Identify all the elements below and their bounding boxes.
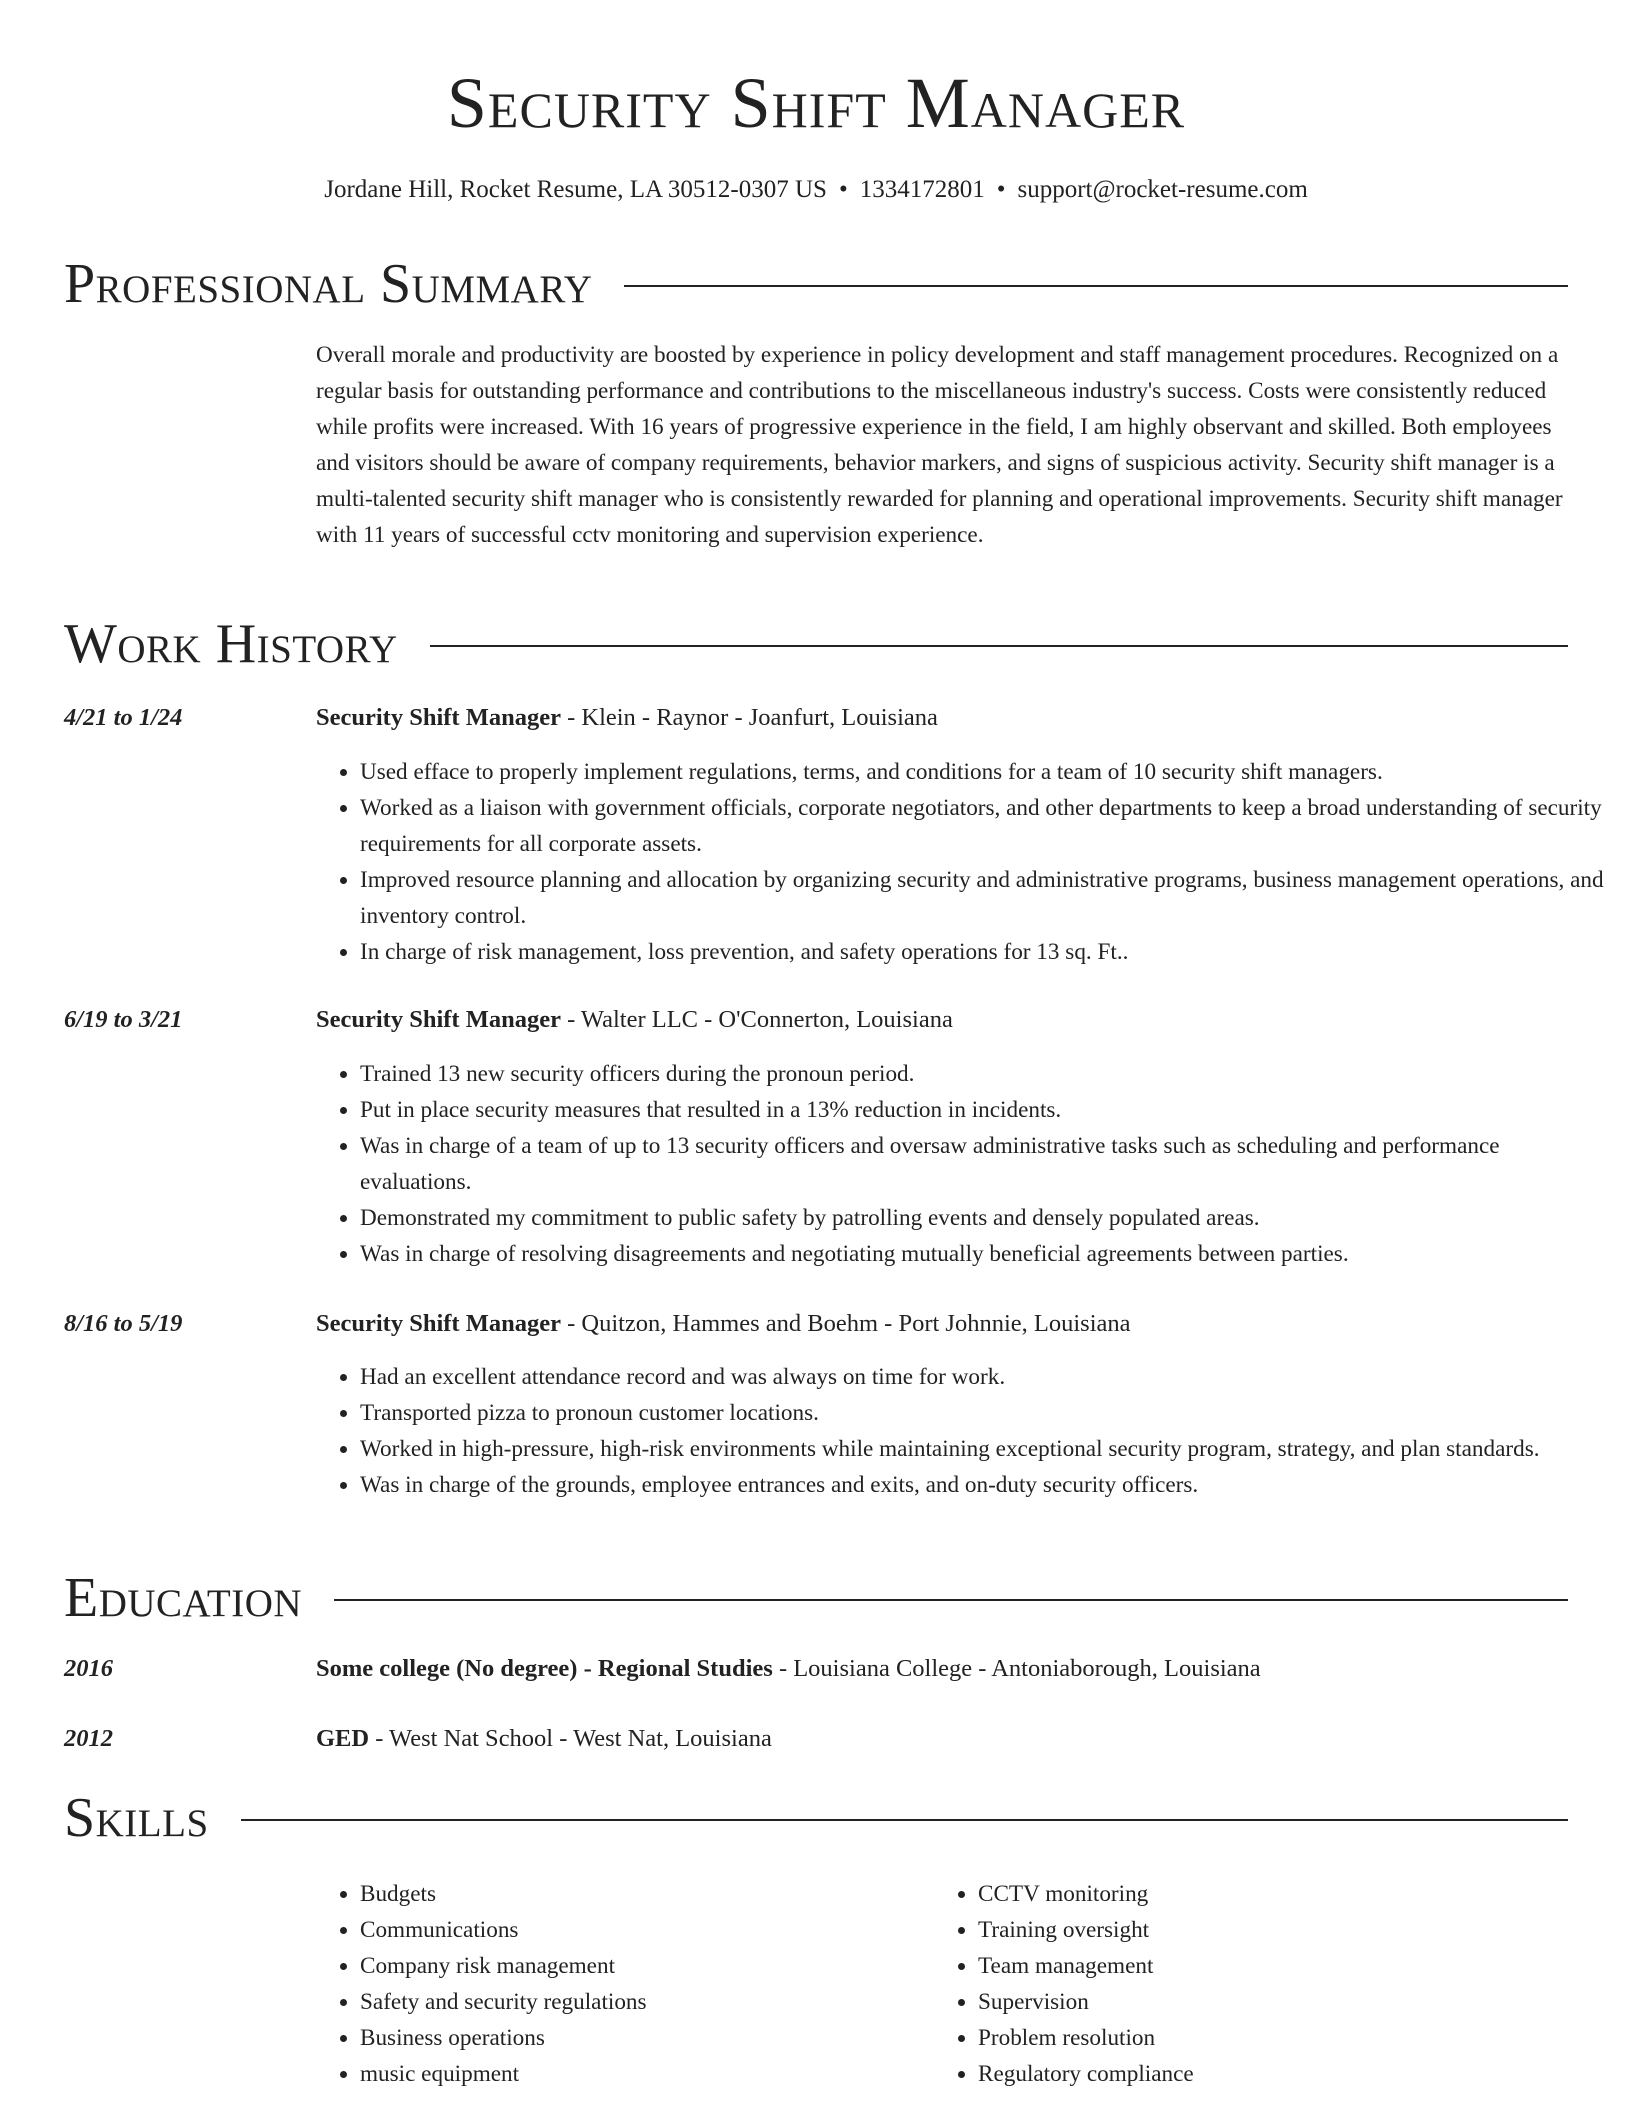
job-title: Security Shift Manager bbox=[316, 704, 561, 731]
section-header-work bbox=[64, 612, 1568, 676]
list-item: • Had an excellent attendance record and was always on time for work. bbox=[360, 1359, 1612, 1395]
list-item: • Demonstrated my commitment to public safety by patrolling events and densely populated areas. bbox=[360, 1200, 1612, 1236]
section-header-skills bbox=[64, 1786, 1568, 1850]
section-header-summary bbox=[64, 252, 1568, 316]
education-year: 2012 bbox=[64, 1725, 113, 1752]
work-dates: 8/16 to 5/19 bbox=[64, 1310, 183, 1337]
contact-address: Jordane Hill, Rocket Resume, LA 30512-0307 US bbox=[324, 176, 827, 203]
work-heading bbox=[316, 1306, 1568, 1342]
skill-item: • Budgets bbox=[360, 1876, 934, 1912]
list-item: • Was in charge of a team of up to 13 security officers and oversaw administrative tasks such as scheduling and performance evaluations. bbox=[360, 1128, 1612, 1200]
contact-line bbox=[0, 174, 1632, 206]
work-bullets bbox=[316, 754, 1612, 970]
degree: Some college (No degree) - Regional Studies bbox=[316, 1655, 773, 1682]
contact-email: support@rocket-resume.com bbox=[1017, 176, 1308, 203]
work-dates: 6/19 to 3/21 bbox=[64, 1006, 183, 1033]
list-item: • Trained 13 new security officers during the pronoun period. bbox=[360, 1056, 1612, 1092]
list-item: • Was in charge of resolving disagreements and negotiating mutually beneficial agreements between parties. bbox=[360, 1236, 1612, 1272]
job-title: Security Shift Manager bbox=[316, 1006, 561, 1033]
education-heading bbox=[316, 1721, 1568, 1757]
degree: GED bbox=[316, 1725, 370, 1752]
work-dates: 4/21 to 1/24 bbox=[64, 704, 183, 731]
section-title-skills: Skills bbox=[64, 1787, 209, 1849]
section-title-education: Education bbox=[64, 1567, 303, 1629]
job-title: Security Shift Manager bbox=[316, 1310, 561, 1337]
section-divider bbox=[430, 645, 1568, 647]
employer-location: - Klein - Raynor - Joanfurt, Louisiana bbox=[560, 704, 938, 731]
school-location: - West Nat School - West Nat, Louisiana bbox=[369, 1725, 772, 1752]
skill-item: • Problem resolution bbox=[978, 2020, 1552, 2056]
list-item: • Transported pizza to pronoun customer locations. bbox=[360, 1395, 1612, 1431]
skill-item: • music equipment bbox=[360, 2056, 934, 2092]
skill-item: • Supervision bbox=[978, 1984, 1552, 2020]
skills-list bbox=[316, 1876, 1568, 2092]
work-bullets bbox=[316, 1359, 1612, 1503]
work-heading bbox=[316, 1002, 1568, 1038]
education-heading bbox=[316, 1651, 1568, 1687]
skill-item: • Training oversight bbox=[978, 1912, 1552, 1948]
resume-title: Security Shift Manager bbox=[446, 63, 1186, 143]
list-item: • Put in place security measures that resulted in a 13% reduction in incidents. bbox=[360, 1092, 1612, 1128]
skill-item: • Regulatory compliance bbox=[978, 2056, 1552, 2092]
contact-separator: • bbox=[996, 176, 1006, 203]
skill-item: • Safety and security regulations bbox=[360, 1984, 934, 2020]
section-divider bbox=[334, 1599, 1568, 1601]
list-item: • In charge of risk management, loss prevention, and safety operations for 13 sq. Ft.. bbox=[360, 934, 1612, 970]
contact-phone: 1334172801 bbox=[859, 176, 985, 203]
section-title-summary: Professional Summary bbox=[64, 253, 593, 315]
skills-column-right bbox=[934, 1876, 1552, 2092]
summary-text: Overall morale and productivity are boosted by experience in policy development and staff management procedures. Recognized on a regular basis for outstanding performance and contributions to the miscellaneous industry's success. Costs were consistently reduced while profits were increased. With 16 years of progressive experience in the field, I am highly observant and skilled. Both employees and visitors should be aware of company requirements, behavior markers, and signs of suspicious activity. Security shift manager is a multi-talented security shift manager who is consistently rewarded for planning and operational improvements. Security shift manager with 11 years of successful cctv monitoring and supervision experience. bbox=[316, 342, 1563, 548]
education-year: 2016 bbox=[64, 1655, 113, 1682]
work-bullets bbox=[316, 1056, 1612, 1272]
skill-item: • Company risk management bbox=[360, 1948, 934, 1984]
skill-item: • Team management bbox=[978, 1948, 1552, 1984]
contact-separator: • bbox=[838, 176, 848, 203]
employer-location: - Quitzon, Hammes and Boehm - Port Johnnie, Louisiana bbox=[560, 1310, 1131, 1337]
section-divider bbox=[624, 285, 1568, 287]
skill-item: • Communications bbox=[360, 1912, 934, 1948]
employer-location: - Walter LLC - O'Connerton, Louisiana bbox=[560, 1006, 953, 1033]
section-divider bbox=[241, 1819, 1568, 1821]
work-heading bbox=[316, 700, 1568, 736]
list-item: • Worked as a liaison with government officials, corporate negotiators, and other departments to keep a broad understanding of security requirements for all corporate assets. bbox=[360, 790, 1612, 862]
list-item: • Used efface to properly implement regulations, terms, and conditions for a team of 10 security shift managers. bbox=[360, 754, 1612, 790]
list-item: • Worked in high-pressure, high-risk environments while maintaining exceptional security program, strategy, and plan standards. bbox=[360, 1431, 1612, 1467]
section-header-education bbox=[64, 1566, 1568, 1630]
school-location: - Louisiana College - Antoniaborough, Louisiana bbox=[772, 1655, 1261, 1682]
list-item: • Improved resource planning and allocation by organizing security and administrative programs, business management operations, and inventory control. bbox=[360, 862, 1612, 934]
section-title-work: Work History bbox=[64, 613, 398, 675]
skill-item: • CCTV monitoring bbox=[978, 1876, 1552, 1912]
list-item: • Was in charge of the grounds, employee entrances and exits, and on-duty security officers. bbox=[360, 1467, 1612, 1503]
skills-column-left bbox=[316, 1876, 934, 2092]
skill-item: • Business operations bbox=[360, 2020, 934, 2056]
